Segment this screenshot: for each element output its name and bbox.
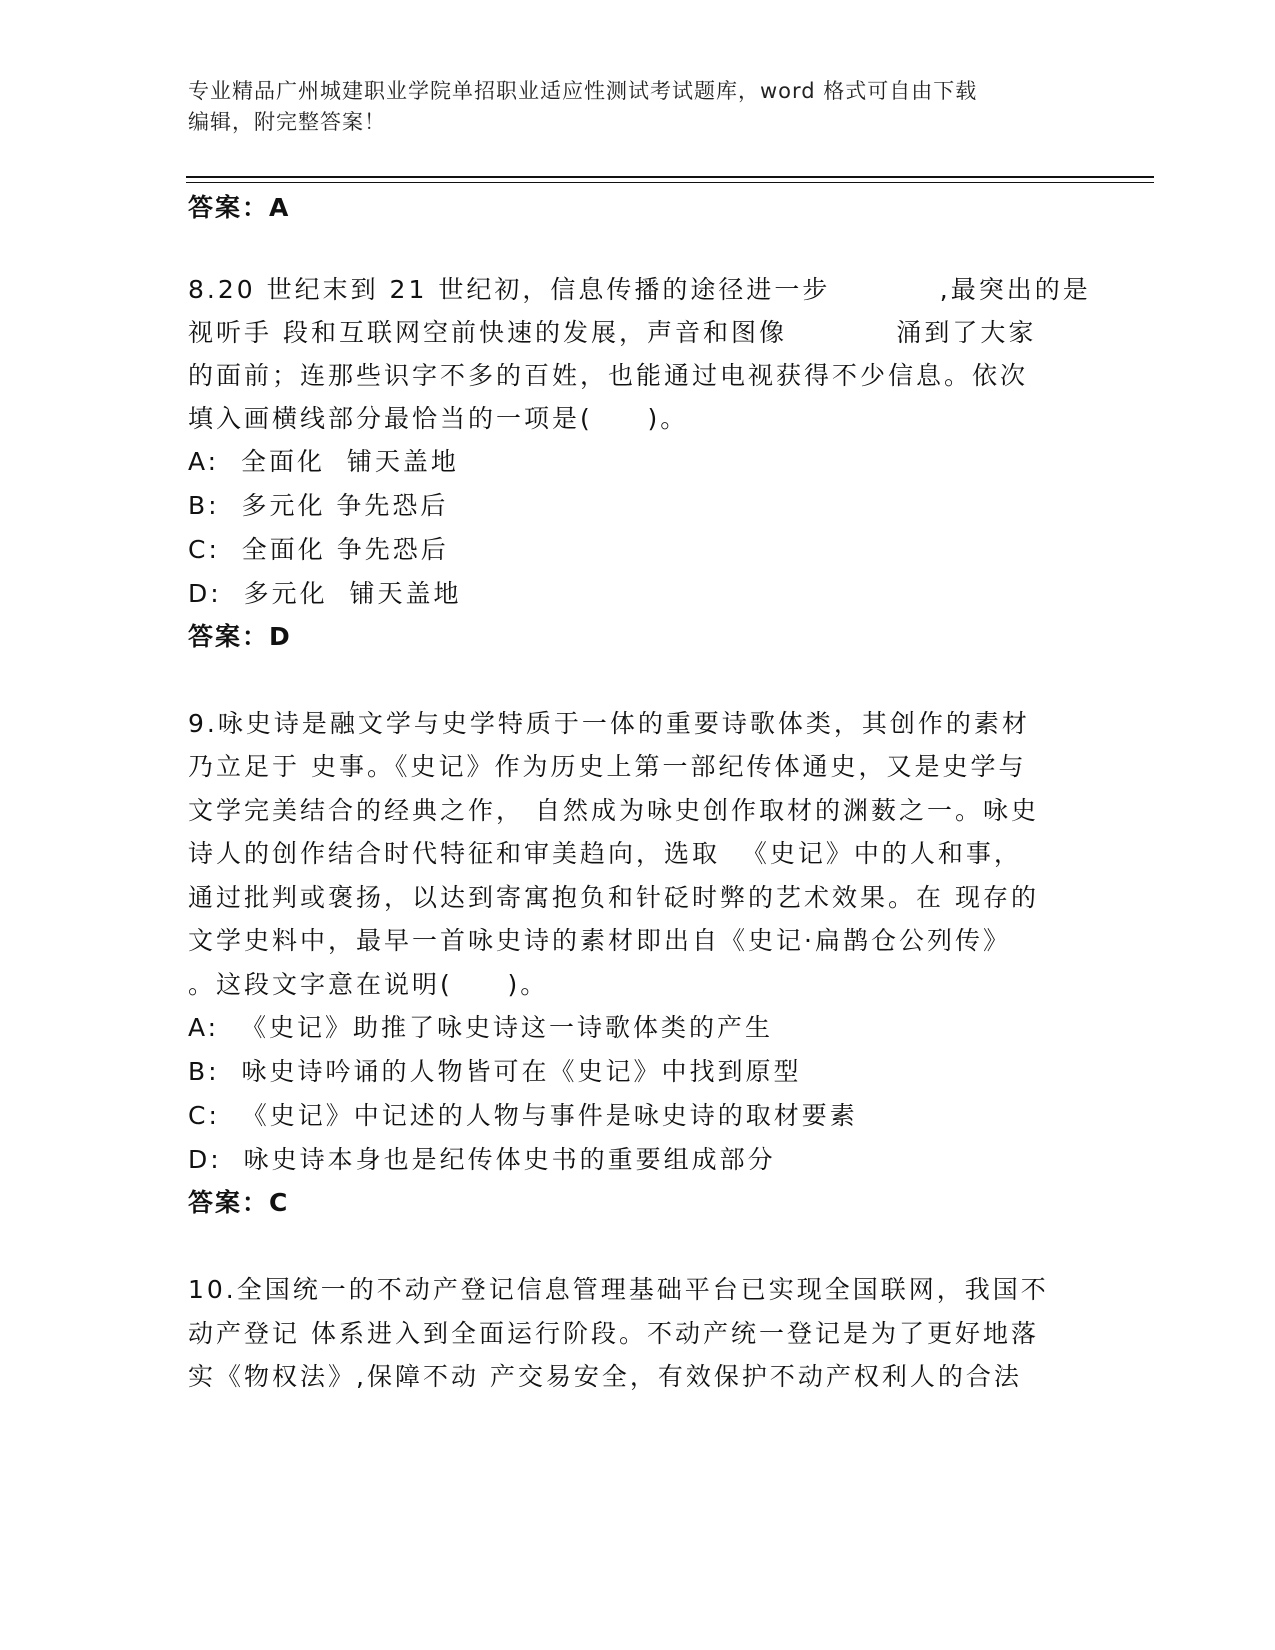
header-rule-thick — [186, 176, 1154, 178]
question-text-line: 通过批判或褒扬，以达到寄寓抱负和针砭时弊的艺术效果。在 现存的 — [188, 883, 1039, 912]
header-line-1: 专业精品广州城建职业学院单招职业适应性测试考试题库，word 格式可自由下载 — [188, 79, 978, 103]
answer-line: 答案：C — [188, 1188, 290, 1217]
question-text-line: 8.20 世纪末到 21 世纪初，信息传播的途径进一步 ,最突出的是 — [188, 275, 1091, 304]
question-text-line: 。这段文字意在说明( )。 — [188, 970, 549, 999]
option-c: C: 全面化 争先恐后 — [188, 535, 449, 564]
question-text-line: 10.全国统一的不动产登记信息管理基础平台已实现全国联网，我国不 — [188, 1275, 1049, 1304]
option-d: D: 多元化 铺天盖地 — [188, 579, 462, 608]
answer-line: 答案：D — [188, 622, 292, 651]
option-a: A: 《史记》助推了咏史诗这一诗歌体类的产生 — [188, 1013, 773, 1042]
header-text — [188, 76, 1088, 138]
question-text-line: 诗人的创作结合时代特征和审美趋向，选取 《史记》中的人和事， — [188, 839, 1022, 868]
header-line-2: 编辑，附完整答案！ — [188, 110, 386, 134]
option-a: A: 全面化 铺天盖地 — [188, 447, 459, 476]
option-b: B: 咏史诗吟诵的人物皆可在《史记》中找到原型 — [188, 1057, 802, 1086]
question-text-line: 动产登记 体系进入到全面运行阶段。不动产统一登记是为了更好地落 — [188, 1319, 1039, 1348]
header-rule-thin — [186, 182, 1154, 183]
option-b: B: 多元化 争先恐后 — [188, 491, 449, 520]
question-text-line: 实《物权法》,保障不动 产交易安全，有效保护不动产权利人的合法 — [188, 1362, 1022, 1391]
option-d: D: 咏史诗本身也是纪传体史书的重要组成部分 — [188, 1145, 776, 1174]
option-c: C: 《史记》中记述的人物与事件是咏史诗的取材要素 — [188, 1101, 858, 1130]
question-text-line: 9.咏史诗是融文学与史学特质于一体的重要诗歌体类，其创作的素材 — [188, 709, 1030, 738]
question-text-line: 文学完美结合的经典之作， 自然成为咏史创作取材的渊薮之一。咏史 — [188, 796, 1039, 825]
question-text-line: 视听手 段和互联网空前快速的发展，声音和图像 涌到了大家 — [188, 318, 1037, 347]
question-text-line: 的面前；连那些识字不多的百姓，也能通过电视获得不少信息。依次 — [188, 361, 1029, 390]
question-text-line: 填入画横线部分最恰当的一项是( )。 — [188, 404, 689, 433]
question-text-line: 文学史料中，最早一首咏史诗的素材即出自《史记·扁鹊仓公列传》 — [188, 926, 1011, 955]
answer-line: 答案：A — [188, 193, 291, 222]
question-text-line: 乃立足于 史事。《史记》作为历史上第一部纪传体通史，又是史学与 — [188, 752, 1027, 781]
